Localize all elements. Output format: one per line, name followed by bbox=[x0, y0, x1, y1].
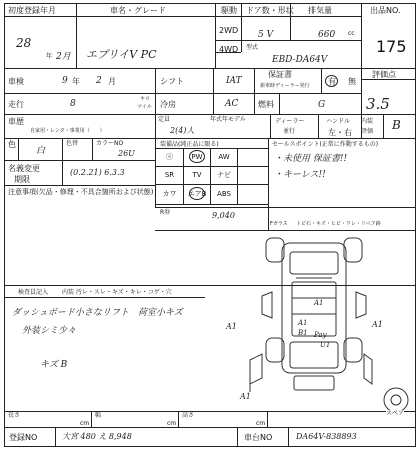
damage-mark-a1-left: A1 bbox=[226, 322, 237, 331]
cc-unit: cc bbox=[348, 30, 355, 37]
r-ticket-label: R券 bbox=[160, 209, 171, 216]
hw-first-reg-year: 28 bbox=[16, 36, 32, 50]
km-unit: キロ bbox=[140, 96, 151, 102]
handle-label: ハンドル bbox=[326, 118, 351, 125]
hw-first-reg-month: 2月 bbox=[56, 52, 71, 62]
lot-number: 175 bbox=[376, 37, 407, 56]
model-label: 型式 bbox=[246, 44, 259, 51]
lot-label: 出品NO. bbox=[370, 6, 401, 15]
notes-label: 注意事項(欠品・修理・不具合箇所および状態) bbox=[8, 188, 154, 196]
displacement-label: 排気量 bbox=[308, 6, 332, 15]
hw-color: 白 bbox=[36, 146, 46, 156]
damage-mark-a1-rear-left: A1 bbox=[240, 392, 251, 401]
equip-airbag-mark bbox=[189, 187, 205, 200]
spare-label: スペア bbox=[386, 410, 405, 417]
damage-mark-pay: Pay bbox=[314, 331, 327, 339]
hw-inspection-year: 9 bbox=[62, 76, 68, 86]
hw-color-no: 26U bbox=[118, 149, 135, 158]
inspection-month-char: 月 bbox=[108, 77, 116, 86]
damage-mark-a1-right: A1 bbox=[372, 320, 383, 329]
interior-label: 内装 bbox=[361, 118, 374, 125]
color-label: 色 bbox=[8, 140, 16, 149]
name-change-sub: 期限 bbox=[14, 175, 30, 184]
warranty-yes: 有 bbox=[328, 77, 336, 86]
hw-note-3: キズ B bbox=[40, 360, 68, 370]
equip-pw: PW bbox=[191, 153, 203, 161]
color-no-label: カラーNO bbox=[96, 140, 124, 147]
width-label: 幅 bbox=[95, 412, 102, 419]
inspector-label: 検査員記入 bbox=[18, 289, 49, 296]
mile-unit: マイル bbox=[137, 104, 152, 110]
hw-inspection-month: 2 bbox=[96, 76, 102, 86]
hw-interior: B bbox=[392, 118, 401, 132]
hw-note-1: ダッシュボード小さなリフト 荷室小キズ bbox=[12, 308, 183, 318]
hw-r-ticket: 9,040 bbox=[212, 211, 235, 220]
hw-capacity: 2(4)人 bbox=[170, 126, 195, 135]
aircon-label: 冷房 bbox=[160, 100, 176, 109]
car-name-label: 車名・グレード bbox=[110, 6, 166, 15]
equip-navi: ナビ bbox=[217, 171, 231, 179]
door-shape-label: ドア数・形状 bbox=[246, 6, 294, 15]
warranty-yes-mark bbox=[325, 75, 338, 87]
hw-reg-no: 大宮 480 え 8,948 bbox=[62, 432, 132, 441]
hw-chassis: DA64V-838893 bbox=[296, 432, 357, 441]
hw-mileage: 8 bbox=[70, 99, 76, 109]
inspector-options: 内装 汚レ・スレ・キズ・キレ・コゲ・穴 bbox=[62, 289, 172, 296]
width-unit: cm bbox=[167, 420, 177, 427]
damage-mark-a1-center-2: A1 bbox=[314, 299, 324, 307]
dealer-sub: 並行 bbox=[283, 128, 296, 135]
first-reg-label: 初度登録年月 bbox=[8, 6, 56, 15]
damage-mark-u1: U1 bbox=[320, 341, 331, 349]
equip-tv: TV bbox=[192, 171, 202, 179]
hw-fuel: G bbox=[318, 100, 326, 110]
drive-2wd: 2WD bbox=[219, 26, 239, 35]
interior-sub: 評価 bbox=[361, 128, 374, 135]
hw-door: 5 V bbox=[258, 30, 274, 40]
hw-model: EBD-DA64V bbox=[272, 55, 328, 65]
year-model-label: 年式年モデル bbox=[210, 116, 246, 123]
damage-mark-a1-center: A1 bbox=[298, 319, 308, 327]
history-label: 車歴 bbox=[8, 117, 24, 126]
handle-options: 左・右 bbox=[328, 128, 352, 137]
hw-shift: IAT bbox=[226, 76, 242, 86]
chassis-label: 車台NO bbox=[244, 433, 273, 442]
equip-leather: カワ bbox=[162, 190, 177, 198]
inspection-label: 車検 bbox=[8, 77, 24, 86]
drive-4wd: 4WD bbox=[219, 45, 239, 54]
drive-label: 駆動 bbox=[221, 6, 237, 15]
sales-point-label: セールスポイント(正常に作動するもの) bbox=[272, 141, 379, 148]
warranty-label: 保証書 bbox=[268, 70, 292, 79]
fuel-label: 燃料 bbox=[258, 100, 274, 109]
dealer-label: ディーラー bbox=[275, 118, 305, 125]
hw-aircon: AC bbox=[225, 99, 239, 109]
hw-note-2: 外装シミ少々 bbox=[22, 326, 77, 336]
hw-displacement: 660 bbox=[318, 30, 336, 40]
height-unit: cm bbox=[256, 420, 266, 427]
equip-seal: ⓢ bbox=[166, 153, 173, 161]
tobi-line-label: トビ石・キズ・ヒビ・ワレ・リペア跡 bbox=[296, 221, 381, 227]
equip-airbag: エアB bbox=[187, 190, 207, 198]
equipment-label: 装備品(純正品に限る) bbox=[160, 141, 219, 148]
hw-deadline: (0.2.21) 6.3.3 bbox=[70, 168, 125, 177]
hw-car-name: エブリイV PC bbox=[86, 48, 157, 61]
inspection-year-char: 年 bbox=[72, 77, 80, 86]
color-code-label: 色替 bbox=[66, 140, 79, 147]
hw-score: 3.5 bbox=[366, 95, 390, 113]
score-label: 評価点 bbox=[372, 70, 396, 79]
hw-sales-point-2: ・キーレス!! bbox=[274, 170, 326, 180]
reg-no-label: 登録NO bbox=[9, 433, 38, 442]
shift-label: シフト bbox=[160, 77, 184, 86]
name-change-label: 名義変更 bbox=[8, 164, 40, 173]
warranty-no: 無 bbox=[348, 77, 356, 86]
length-unit: cm bbox=[80, 420, 90, 427]
f-glass-label: Fガラス bbox=[270, 221, 288, 227]
capacity-label: 定員 bbox=[158, 116, 171, 123]
equip-abs: ABS bbox=[217, 190, 231, 198]
history-options: 自家用・レンタ・事業用（ ） bbox=[30, 128, 105, 134]
equip-pw-mark bbox=[189, 150, 205, 163]
hw-sales-point-1: ・未使用 保証書!! bbox=[274, 154, 348, 164]
equip-sr: SR bbox=[164, 171, 175, 179]
height-label: 高さ bbox=[182, 412, 195, 419]
equip-aw: AW bbox=[218, 153, 230, 161]
length-label: 長さ bbox=[8, 412, 21, 419]
damage-mark-b1: B1 bbox=[298, 329, 308, 337]
first-reg-year-char: 年 bbox=[46, 53, 53, 60]
warranty-sub: 新車時ディーラー発行 bbox=[260, 83, 310, 89]
mileage-label: 走行 bbox=[8, 100, 24, 109]
